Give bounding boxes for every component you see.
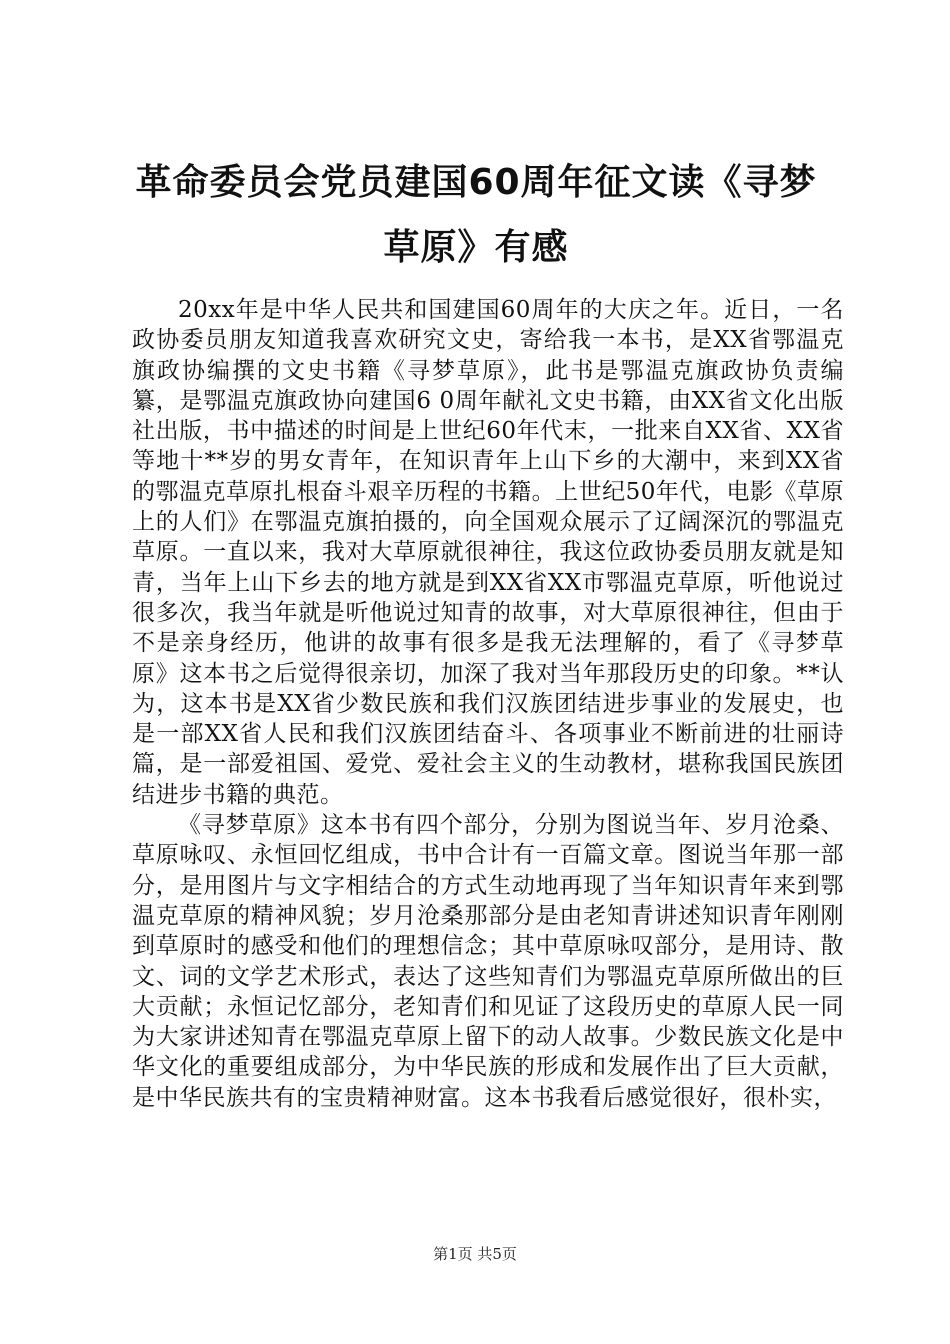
body-paragraph: 20xx年是中华人民共和国建国60周年的大庆之年。近日，一名政协委员朋友知道我喜欢研究文史，寄给我一本书，是XX省鄂温克旗政协编撰的文史书籍《寻梦草原》，此书是鄂温克旗政协负责编纂，是鄂温克旗政协向建国6 0周年献礼文史书籍，由XX省文化出版社出版，书中描述的时间是上世纪60年代末，一批来自XX省、XX省等地十**岁的男女青年，在知识青年上山下乡的大潮中，来到XX省的鄂温克草原扎根奋斗艰辛历程的书籍。上世纪50年代，电影《草原上的人们》在鄂温克旗拍摄的，向全国观众展示了辽阔深沉的鄂温克草原。一直以来，我对大草原就很神往，我这位政协委员朋友就是知青，当年上山下乡去的地方就是到XX省XX市鄂温克草原，听他说过很多次，我当年就是听他说过知青的故事，对大草原很神往，但由于不是亲身经历，他讲的故事有很多是我无法理解的，看了《寻梦草原》这本书之后觉得很亲切，加深了我对当年那段历史的印象。**认为，这本书是XX省少数民族和我们汉族团结进步事业的发展史，也是一部XX省人民和我们汉族团结奋斗、各项事业不断前进的壮丽诗篇，是一部爱祖国、爱党、爱社会主义的生动教材，堪称我国民族团结进步书籍的典范。 <box>132 297 844 808</box>
document-title: 革命委员会党员建国60周年征文读《寻梦草原》有感 <box>135 162 817 268</box>
document-body <box>132 295 844 1113</box>
page-number: 第1页 共5页 <box>433 1245 517 1263</box>
body-paragraph: 《寻梦草原》这本书有四个部分，分别为图说当年、岁月沧桑、草原咏叹、永恒回忆组成，书中合计有一百篇文章。图说当年那一部分，是用图片与文字相结合的方式生动地再现了当年知识青年来到鄂温克草原的精神风貌；岁月沧桑那部分是由老知青讲述知识青年刚刚到草原时的感受和他们的理想信念；其中草原咏叹部分，是用诗、散文、词的文学艺术形式，表达了这些知青们为鄂温克草原所做出的巨大贡献；永恒记忆部分，老知青们和见证了这段历史的草原人民一同为大家讲述知青在鄂温克草原上留下的动人故事。少数民族文化是中华文化的重要组成部分，为中华民族的形成和发展作出了巨大贡献，是中华民族共有的宝贵精神财富。这本书我看后感觉很好，很朴实， <box>132 812 844 1111</box>
